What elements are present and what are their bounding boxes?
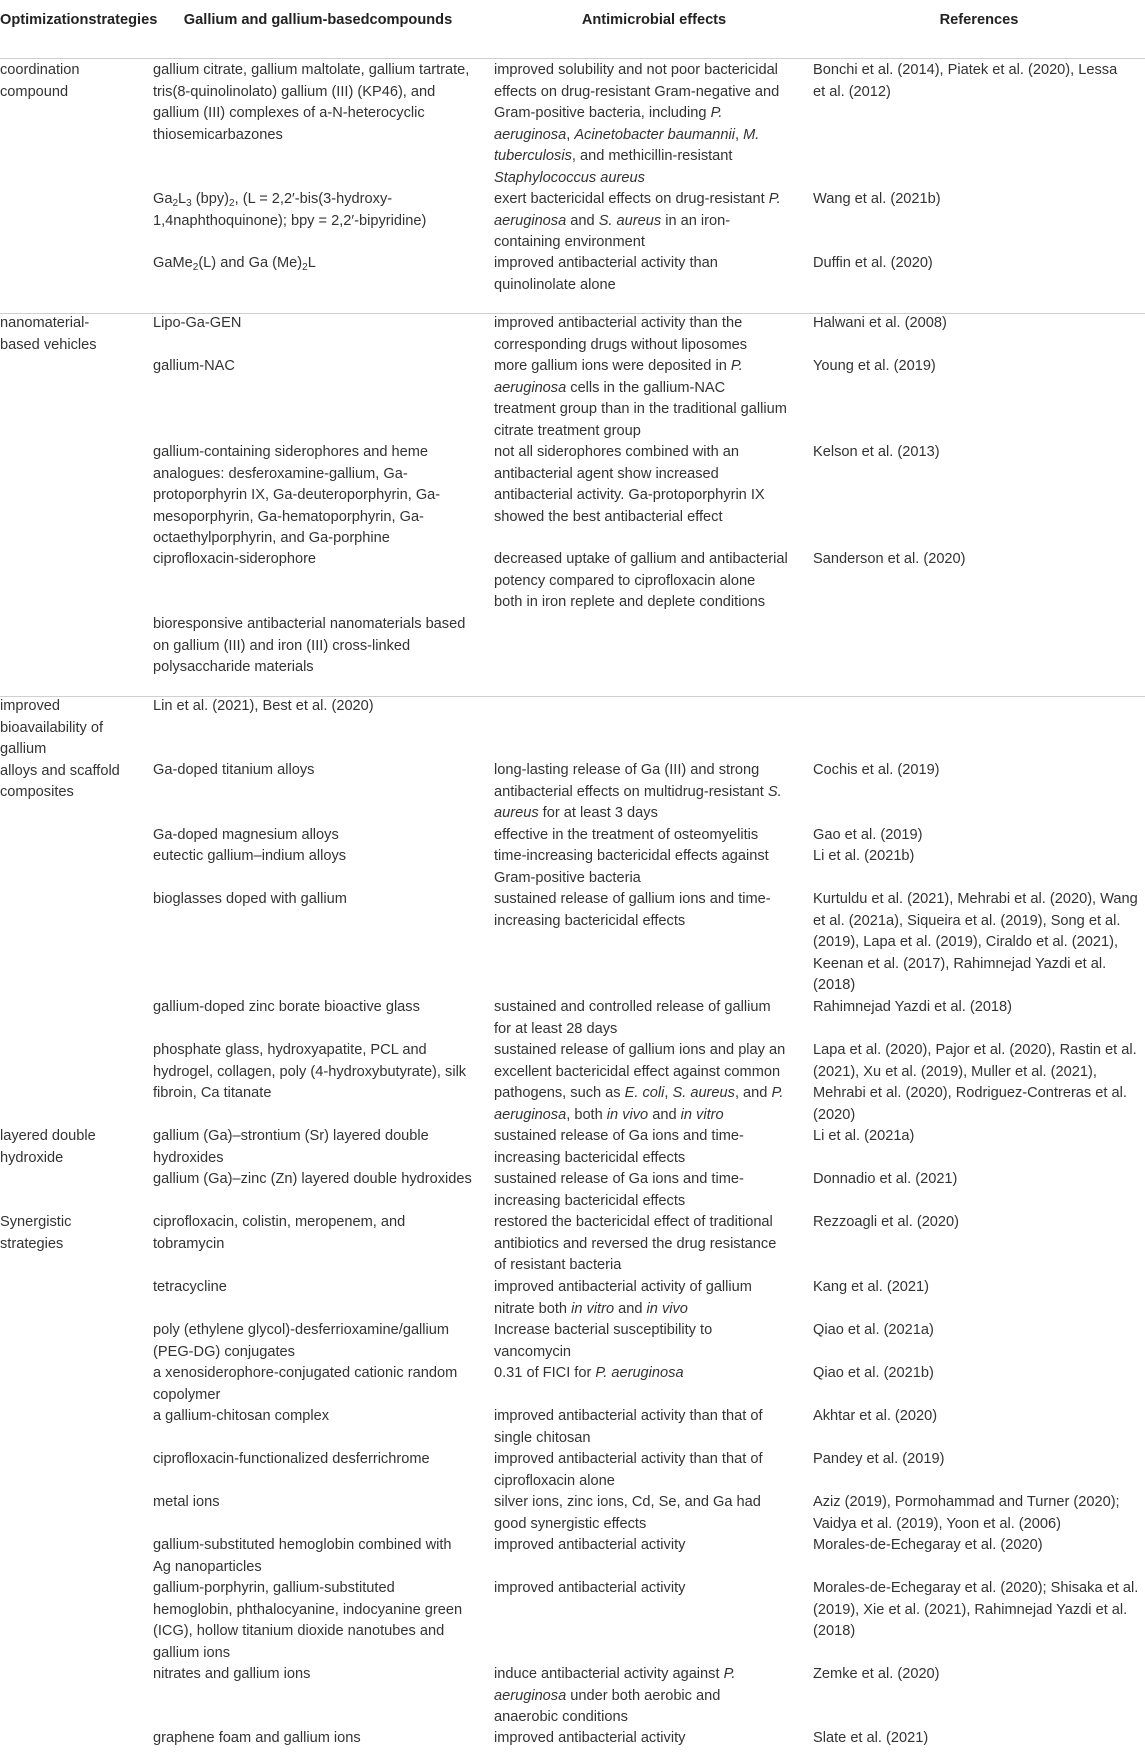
cell-line: 1,4naphthoquinone); bpy = 2,2′-bipyridine) bbox=[153, 212, 427, 229]
cell-line: ciprofloxacin-siderophore bbox=[153, 551, 317, 567]
header-compounds bbox=[153, 10, 483, 32]
cell-line: ciprofloxacin-functionalized desferrichrome bbox=[153, 1451, 430, 1467]
cell-line: (2019), Xie et al. (2021), Rahimnejad Yazdi et al. bbox=[813, 1601, 1128, 1618]
table-cell-strategy bbox=[0, 1212, 150, 1255]
cell-line: Bonchi et al. (2014), Piatek et al. (2020), Lessa bbox=[813, 62, 1118, 78]
cell-line: Qiao et al. (2021a) bbox=[813, 1322, 934, 1338]
cell-line: treatment group than in the traditional gallium bbox=[494, 401, 787, 417]
cell-line: improved antibacterial activity of gallium bbox=[494, 1279, 752, 1295]
table-cell-references bbox=[813, 1728, 1145, 1750]
table-cell-compounds bbox=[153, 1578, 483, 1664]
table-cell-effects bbox=[494, 189, 814, 254]
table-cell-references bbox=[813, 760, 1145, 782]
table-cell-effects bbox=[494, 1535, 814, 1557]
cell-line: of resistant bacteria bbox=[494, 1257, 622, 1273]
cell-line: (PEG-DG) conjugates bbox=[153, 1343, 295, 1360]
table-cell-references bbox=[813, 1492, 1145, 1535]
cell-line: Young et al. (2019) bbox=[813, 358, 936, 374]
table-cell-effects bbox=[494, 253, 814, 296]
table-cell-effects bbox=[494, 549, 814, 614]
cell-line: bioglasses doped with gallium bbox=[153, 891, 347, 907]
cell-line: phosphate glass, hydroxyapatite, PCL and bbox=[153, 1042, 427, 1058]
table-cell-compounds bbox=[153, 760, 483, 782]
cell-line: anaerobic conditions bbox=[494, 1709, 628, 1725]
cell-line: increasing bactericidal effects bbox=[494, 912, 686, 929]
cell-line: improved antibacterial activity than that of bbox=[494, 1451, 763, 1467]
cell-line: tobramycin bbox=[153, 1235, 225, 1252]
table-cell-references bbox=[813, 60, 1145, 103]
cell-line: both in iron replete and deplete conditions bbox=[494, 594, 765, 610]
table-cell-compounds bbox=[153, 189, 483, 232]
cell-line: copolymer bbox=[153, 1386, 221, 1403]
table-cell-compounds bbox=[153, 696, 483, 718]
header-line: compounds bbox=[369, 12, 453, 28]
table-cell-references bbox=[813, 997, 1145, 1019]
table-cell-references bbox=[813, 1126, 1145, 1148]
cell-line: antibiotics and reversed the drug resistance bbox=[494, 1235, 777, 1252]
cell-line: decreased uptake of gallium and antibacterial bbox=[494, 551, 788, 567]
header-references bbox=[813, 10, 1145, 32]
cell-line: Li et al. (2021a) bbox=[813, 1128, 915, 1144]
cell-line: improved antibacterial activity bbox=[494, 1580, 686, 1596]
cell-line: (2018) bbox=[813, 1623, 856, 1639]
header-strategies bbox=[0, 10, 158, 32]
table-cell-strategy bbox=[0, 696, 150, 804]
header-effects bbox=[494, 10, 814, 32]
cell-line: Ga-doped titanium alloys bbox=[153, 762, 315, 778]
table-cell-compounds bbox=[153, 1169, 483, 1191]
table-cell-references bbox=[813, 1578, 1145, 1643]
cell-line: gallium bbox=[0, 741, 47, 757]
table-cell-effects bbox=[494, 442, 814, 528]
table-cell-compounds bbox=[153, 60, 483, 146]
cell-line: (2018) bbox=[813, 977, 856, 993]
cell-line: strategies bbox=[0, 1235, 64, 1252]
table-cell-compounds bbox=[153, 253, 483, 275]
header-line: strategies bbox=[88, 12, 158, 28]
table-cell-references bbox=[813, 1040, 1145, 1126]
table-cell-references bbox=[813, 549, 1145, 571]
table-cell-compounds bbox=[153, 1492, 483, 1514]
cell-line: $Ga_2L_3$ $(bpy)_2$, (L = 2,2′-bis(3-hydroxy- bbox=[153, 191, 393, 209]
cell-line: Gao et al. (2019) bbox=[813, 827, 923, 843]
cell-line: quinolinolate alone bbox=[494, 276, 616, 293]
table-cell-compounds bbox=[153, 889, 483, 911]
table-cell-references bbox=[813, 189, 1145, 211]
table-cell-effects bbox=[494, 1406, 814, 1449]
cell-line: Lapa et al. (2020), Pajor et al. (2020), Rastin et al. bbox=[813, 1042, 1137, 1058]
cell-line: sustained release of gallium ions and time- bbox=[494, 891, 771, 907]
cell-line: Zemke et al. (2020) bbox=[813, 1666, 940, 1682]
cell-line: (2019), Lapa et al. (2019), Ciraldo et al. (2021), bbox=[813, 934, 1119, 950]
cell-line: tris(8-quinolinolato) gallium (III) (KP46), and bbox=[153, 83, 436, 100]
cell-line: Vaidya et al. (2019), Yoon et al. (2006) bbox=[813, 1515, 1061, 1532]
cell-line: (2021), Xu et al. (2019), Muller et al. (2021), bbox=[813, 1063, 1097, 1080]
table-cell-references bbox=[813, 253, 1145, 275]
cell-line: Gram-positive bacteria, including P. bbox=[494, 105, 723, 121]
table-cell-effects bbox=[494, 760, 814, 825]
table-cell-references bbox=[813, 825, 1145, 847]
cell-line: sustained release of Ga ions and time- bbox=[494, 1171, 744, 1187]
cell-line: gallium (Ga)–zinc (Zn) layered double hydroxides bbox=[153, 1171, 472, 1187]
table-cell-effects bbox=[494, 1212, 814, 1277]
cell-line: for at least 28 days bbox=[494, 1020, 618, 1037]
table-cell-compounds bbox=[153, 1535, 483, 1578]
cell-line: improved antibacterial activity bbox=[494, 1537, 686, 1553]
table-cell-references bbox=[813, 356, 1145, 378]
table-cell-references bbox=[813, 1320, 1145, 1342]
header-line: Optimization bbox=[0, 12, 89, 28]
header-line: Antimicrobial effects bbox=[581, 12, 727, 28]
cell-line: gallium-NAC bbox=[153, 358, 235, 374]
cell-line: nitrates and gallium ions bbox=[153, 1666, 311, 1682]
table-cell-strategy bbox=[0, 60, 150, 103]
table-cell-references bbox=[813, 1277, 1145, 1299]
cell-line: containing environment bbox=[494, 234, 645, 250]
cell-line: not all siderophores combined with an bbox=[494, 444, 739, 460]
header-line: References bbox=[939, 12, 1019, 28]
table-cell-references bbox=[813, 1169, 1145, 1191]
table-cell-effects bbox=[494, 1320, 814, 1363]
cell-line: Halwani et al. (2008) bbox=[813, 315, 947, 331]
cell-line: ciprofloxacin alone bbox=[494, 1472, 615, 1489]
cell-line: Keenan et al. (2017), Rahimnejad Yazdi et al. bbox=[813, 955, 1107, 972]
cell-line: induce antibacterial activity against P. bbox=[494, 1666, 736, 1682]
table-cell-effects bbox=[494, 1277, 814, 1320]
table-cell-strategy bbox=[0, 313, 150, 356]
cell-line: citrate treatment group bbox=[494, 422, 641, 439]
table-cell-references bbox=[813, 442, 1145, 464]
cell-line: Morales-de-Echegaray et al. (2020) bbox=[813, 1537, 1043, 1553]
table-cell-references bbox=[813, 1406, 1145, 1428]
cell-line: (ICG), hollow titanium dioxide nanotubes and bbox=[153, 1623, 445, 1639]
table-cell-compounds bbox=[153, 825, 483, 847]
cell-line: improved solubility and not poor bactericidal bbox=[494, 62, 778, 78]
table-cell-effects bbox=[494, 1449, 814, 1492]
cell-line: eutectic gallium–indium alloys bbox=[153, 848, 347, 864]
cell-line: Donnadio et al. (2021) bbox=[813, 1171, 958, 1187]
table-cell-effects bbox=[494, 1363, 814, 1385]
cell-line: aeruginosa, both in vivo and in vitro bbox=[494, 1106, 724, 1123]
cell-line: aureus for at least 3 days bbox=[494, 805, 658, 821]
cell-line: gallium ions bbox=[153, 1644, 231, 1661]
cell-line: mesoporphyrin, Ga-hematoporphyrin, Ga- bbox=[153, 508, 424, 525]
cell-line: Staphylococcus aureus bbox=[494, 169, 645, 186]
cell-line: corresponding drugs without liposomes bbox=[494, 336, 748, 353]
cell-line: exert bactericidal effects on drug-resistant P. bbox=[494, 191, 781, 207]
table-cell-references bbox=[813, 1535, 1145, 1557]
cell-line: Increase bacterial susceptibility to bbox=[494, 1322, 713, 1338]
cell-line: Sanderson et al. (2020) bbox=[813, 551, 966, 567]
cell-line: a xenosiderophore-conjugated cationic random bbox=[153, 1365, 458, 1381]
table-cell-references bbox=[813, 1664, 1145, 1686]
cell-line: antibacterial effects on multidrug-resistant S. bbox=[494, 783, 782, 800]
cell-line: et al. (2012) bbox=[813, 83, 891, 100]
cell-line: tuberculosis, and methicillin-resistant bbox=[494, 148, 733, 164]
cell-line: increasing bactericidal effects bbox=[494, 1192, 686, 1209]
cell-line: aeruginosa and S. aureus in an iron- bbox=[494, 212, 731, 229]
cell-line: pathogens, such as E. coli, S. aureus, and P. bbox=[494, 1085, 784, 1101]
cell-line: graphene foam and gallium ions bbox=[153, 1730, 361, 1746]
table-cell-compounds bbox=[153, 1126, 483, 1169]
cell-line: sustained and controlled release of gallium bbox=[494, 999, 771, 1015]
cell-line: improved bbox=[0, 698, 61, 714]
cell-line: improved antibacterial activity than that of bbox=[494, 1408, 763, 1424]
cell-line: Mehrabi et al. (2020), Rodriguez-Contreras et al. bbox=[813, 1085, 1127, 1101]
cell-line: hydroxides bbox=[153, 1149, 224, 1166]
cell-line: Rahimnejad Yazdi et al. (2018) bbox=[813, 999, 1013, 1015]
cell-line: nitrate both in vitro and in vivo bbox=[494, 1300, 688, 1317]
cell-line: long-lasting release of Ga (III) and strong bbox=[494, 762, 760, 778]
cell-line: Akhtar et al. (2020) bbox=[813, 1408, 938, 1424]
table-cell-compounds bbox=[153, 1363, 483, 1406]
cell-line: protoporphyrin IX, Ga-deuteroporphyrin, Ga- bbox=[153, 487, 441, 503]
cell-line: a gallium-chitosan complex bbox=[153, 1408, 330, 1424]
table-cell-compounds bbox=[153, 356, 483, 378]
cell-line: layered double bbox=[0, 1128, 96, 1144]
cell-line: Lipo-Ga-GEN bbox=[153, 315, 242, 331]
cell-line: Aziz (2019), Pormohammad and Turner (2020); bbox=[813, 1494, 1120, 1510]
cell-line: aeruginosa cells in the gallium-NAC bbox=[494, 379, 726, 396]
cell-line: gallium-doped zinc borate bioactive glass bbox=[153, 999, 420, 1015]
cell-line: hemoglobin, phthalocyanine, indocyanine green bbox=[153, 1601, 463, 1618]
table-cell-compounds bbox=[153, 1040, 483, 1105]
cell-line: et al. (2021a), Siqueira et al. (2019), Song et al. bbox=[813, 912, 1121, 929]
cell-line: hydrogel, collagen, poly (4-hydroxybutyrate), silk bbox=[153, 1063, 467, 1080]
table-cell-effects bbox=[494, 1728, 814, 1750]
table-cell-effects bbox=[494, 356, 814, 442]
table-cell-references bbox=[813, 846, 1145, 868]
table-cell-references bbox=[813, 1449, 1145, 1471]
cell-line: more gallium ions were deposited in P. bbox=[494, 358, 743, 374]
table-cell-compounds bbox=[153, 1664, 483, 1686]
cell-line: improved antibacterial activity than the bbox=[494, 315, 743, 331]
table-cell-effects bbox=[494, 846, 814, 889]
table-cell-compounds bbox=[153, 997, 483, 1019]
cell-line: Morales-de-Echegaray et al. (2020); Shisaka et al. bbox=[813, 1580, 1139, 1596]
cell-line: silver ions, zinc ions, Cd, Se, and Ga had bbox=[494, 1494, 761, 1510]
table-cell-compounds bbox=[153, 1212, 483, 1255]
table-cell-compounds bbox=[153, 549, 483, 571]
table-cell-compounds bbox=[153, 1277, 483, 1299]
cell-line: poly (ethylene glycol)-desferrioxamine/gallium bbox=[153, 1322, 450, 1338]
cell-line: Ag nanoparticles bbox=[153, 1558, 262, 1575]
cell-line: nanomaterial- bbox=[0, 315, 90, 331]
cell-line: time-increasing bactericidal effects against bbox=[494, 848, 769, 864]
cell-line: Rezzoagli et al. (2020) bbox=[813, 1214, 960, 1230]
cell-line: aeruginosa, Acinetobacter baumannii, M. bbox=[494, 126, 760, 143]
cell-line: Lin et al. (2021), Best et al. (2020) bbox=[153, 698, 374, 714]
cell-line: sustained release of gallium ions and play an bbox=[494, 1042, 786, 1058]
cell-line: bioavailability of bbox=[0, 719, 104, 736]
cell-line: GaMe$_2$(L) and Ga $(Me)_2L$ bbox=[153, 255, 316, 273]
table-cell-references bbox=[813, 1212, 1145, 1234]
table-cell-compounds bbox=[153, 313, 483, 335]
cell-line: ciprofloxacin, colistin, meropenem, and bbox=[153, 1214, 406, 1230]
cell-line: coordination bbox=[0, 62, 80, 78]
cell-line: aeruginosa under both aerobic and bbox=[494, 1687, 721, 1704]
table-cell-compounds bbox=[153, 1449, 483, 1471]
cell-line: metal ions bbox=[153, 1494, 220, 1510]
cell-line: gallium-containing siderophores and heme bbox=[153, 444, 429, 460]
cell-line: gallium citrate, gallium maltolate, gallium tartrate, bbox=[153, 62, 470, 78]
table-cell-effects bbox=[494, 1126, 814, 1169]
cell-line: compound bbox=[0, 83, 69, 100]
cell-line: good synergistic effects bbox=[494, 1515, 647, 1532]
cell-line: showed the best antibacterial effect bbox=[494, 508, 723, 525]
cell-line: excellent bactericidal effect against common bbox=[494, 1063, 781, 1080]
cell-line: Kang et al. (2021) bbox=[813, 1279, 930, 1295]
table-cell-strategy bbox=[0, 1126, 150, 1169]
cell-line: Slate et al. (2021) bbox=[813, 1730, 929, 1746]
cell-line: hydroxide bbox=[0, 1149, 64, 1166]
table-cell-compounds bbox=[153, 1728, 483, 1750]
table-cell-effects bbox=[494, 1578, 814, 1600]
table-cell-effects bbox=[494, 1492, 814, 1535]
table-cell-references bbox=[813, 313, 1145, 335]
cell-line: sustained release of Ga ions and time- bbox=[494, 1128, 744, 1144]
header-line: Gallium and gallium-based bbox=[183, 12, 370, 28]
cell-line: octaethylporphyrin, and Ga-porphine bbox=[153, 530, 390, 546]
cell-line: potency compared to ciprofloxacin alone bbox=[494, 572, 756, 589]
cell-line: gallium-substituted hemoglobin combined with bbox=[153, 1537, 452, 1553]
cell-line: Pandey et al. (2019) bbox=[813, 1451, 945, 1467]
cell-line: gallium (III) complexes of a-N-heterocyclic bbox=[153, 105, 425, 121]
cell-line: single chitosan bbox=[494, 1429, 591, 1446]
cell-line: increasing bactericidal effects bbox=[494, 1149, 686, 1166]
cell-line: alloys and scaffold bbox=[0, 762, 120, 779]
cell-line: Gram-positive bacteria bbox=[494, 869, 641, 886]
table-cell-compounds bbox=[153, 1406, 483, 1428]
cell-line: Wang et al. (2021b) bbox=[813, 191, 941, 207]
table-cell-compounds bbox=[153, 442, 483, 550]
cell-line: antibacterial activity. Ga-protoporphyrin IX bbox=[494, 487, 765, 503]
cell-line: fibroin, Ca titanate bbox=[153, 1085, 272, 1101]
table-cell-effects bbox=[494, 997, 814, 1040]
cell-line: Synergistic bbox=[0, 1214, 72, 1230]
table-cell-compounds bbox=[153, 614, 483, 679]
table-cell-effects bbox=[494, 889, 814, 932]
table-cell-compounds bbox=[153, 846, 483, 868]
table-cell-effects bbox=[494, 1169, 814, 1212]
cell-line: Ga-doped magnesium alloys bbox=[153, 827, 339, 843]
table-cell-references bbox=[813, 1363, 1145, 1385]
cell-line: Qiao et al. (2021b) bbox=[813, 1365, 934, 1381]
table-cell-effects bbox=[494, 825, 814, 847]
cell-line: effective in the treatment of osteomyelitis bbox=[494, 827, 759, 843]
cell-line: Cochis et al. (2019) bbox=[813, 762, 940, 778]
table-cell-effects bbox=[494, 60, 814, 189]
cell-line: improved antibacterial activity than bbox=[494, 255, 718, 271]
cell-line: Kurtuldu et al. (2021), Mehrabi et al. (2020), Wang bbox=[813, 891, 1138, 907]
cell-line: 0.31 of FICI for P. aeruginosa bbox=[494, 1365, 684, 1381]
cell-line: vancomycin bbox=[494, 1343, 572, 1360]
cell-line: Kelson et al. (2013) bbox=[813, 444, 940, 460]
table-cell-effects bbox=[494, 1664, 814, 1729]
table-cell-effects bbox=[494, 1040, 814, 1126]
table-cell-effects bbox=[494, 313, 814, 356]
table-cell-compounds bbox=[153, 1320, 483, 1363]
cell-line: gallium (Ga)–strontium (Sr) layered double bbox=[153, 1128, 429, 1144]
cell-line: Li et al. (2021b) bbox=[813, 848, 915, 864]
cell-line: polysaccharide materials bbox=[153, 659, 314, 675]
cell-line: antibacterial agent show increased bbox=[494, 465, 719, 482]
table-cell-references bbox=[813, 889, 1145, 997]
cell-line: improved antibacterial activity bbox=[494, 1730, 686, 1746]
cell-line: based vehicles bbox=[0, 336, 97, 353]
header-rule bbox=[0, 58, 1145, 59]
cell-line: restored the bactericidal effect of traditional bbox=[494, 1214, 773, 1230]
cell-line: composites bbox=[0, 784, 74, 800]
cell-line: effects on drug-resistant Gram-negative and bbox=[494, 83, 780, 100]
cell-line: (2020) bbox=[813, 1106, 856, 1123]
cell-line: gallium-porphyrin, gallium-substituted bbox=[153, 1580, 395, 1596]
cell-line: thiosemicarbazones bbox=[153, 126, 283, 143]
cell-line: tetracycline bbox=[153, 1279, 227, 1295]
cell-line: bioresponsive antibacterial nanomaterials based bbox=[153, 616, 466, 632]
cell-line: analogues: desferoxamine-gallium, Ga- bbox=[153, 465, 408, 482]
cell-line: Duffin et al. (2020) bbox=[813, 255, 933, 271]
cell-line: on gallium (III) and iron (III) cross-linked bbox=[153, 637, 411, 654]
